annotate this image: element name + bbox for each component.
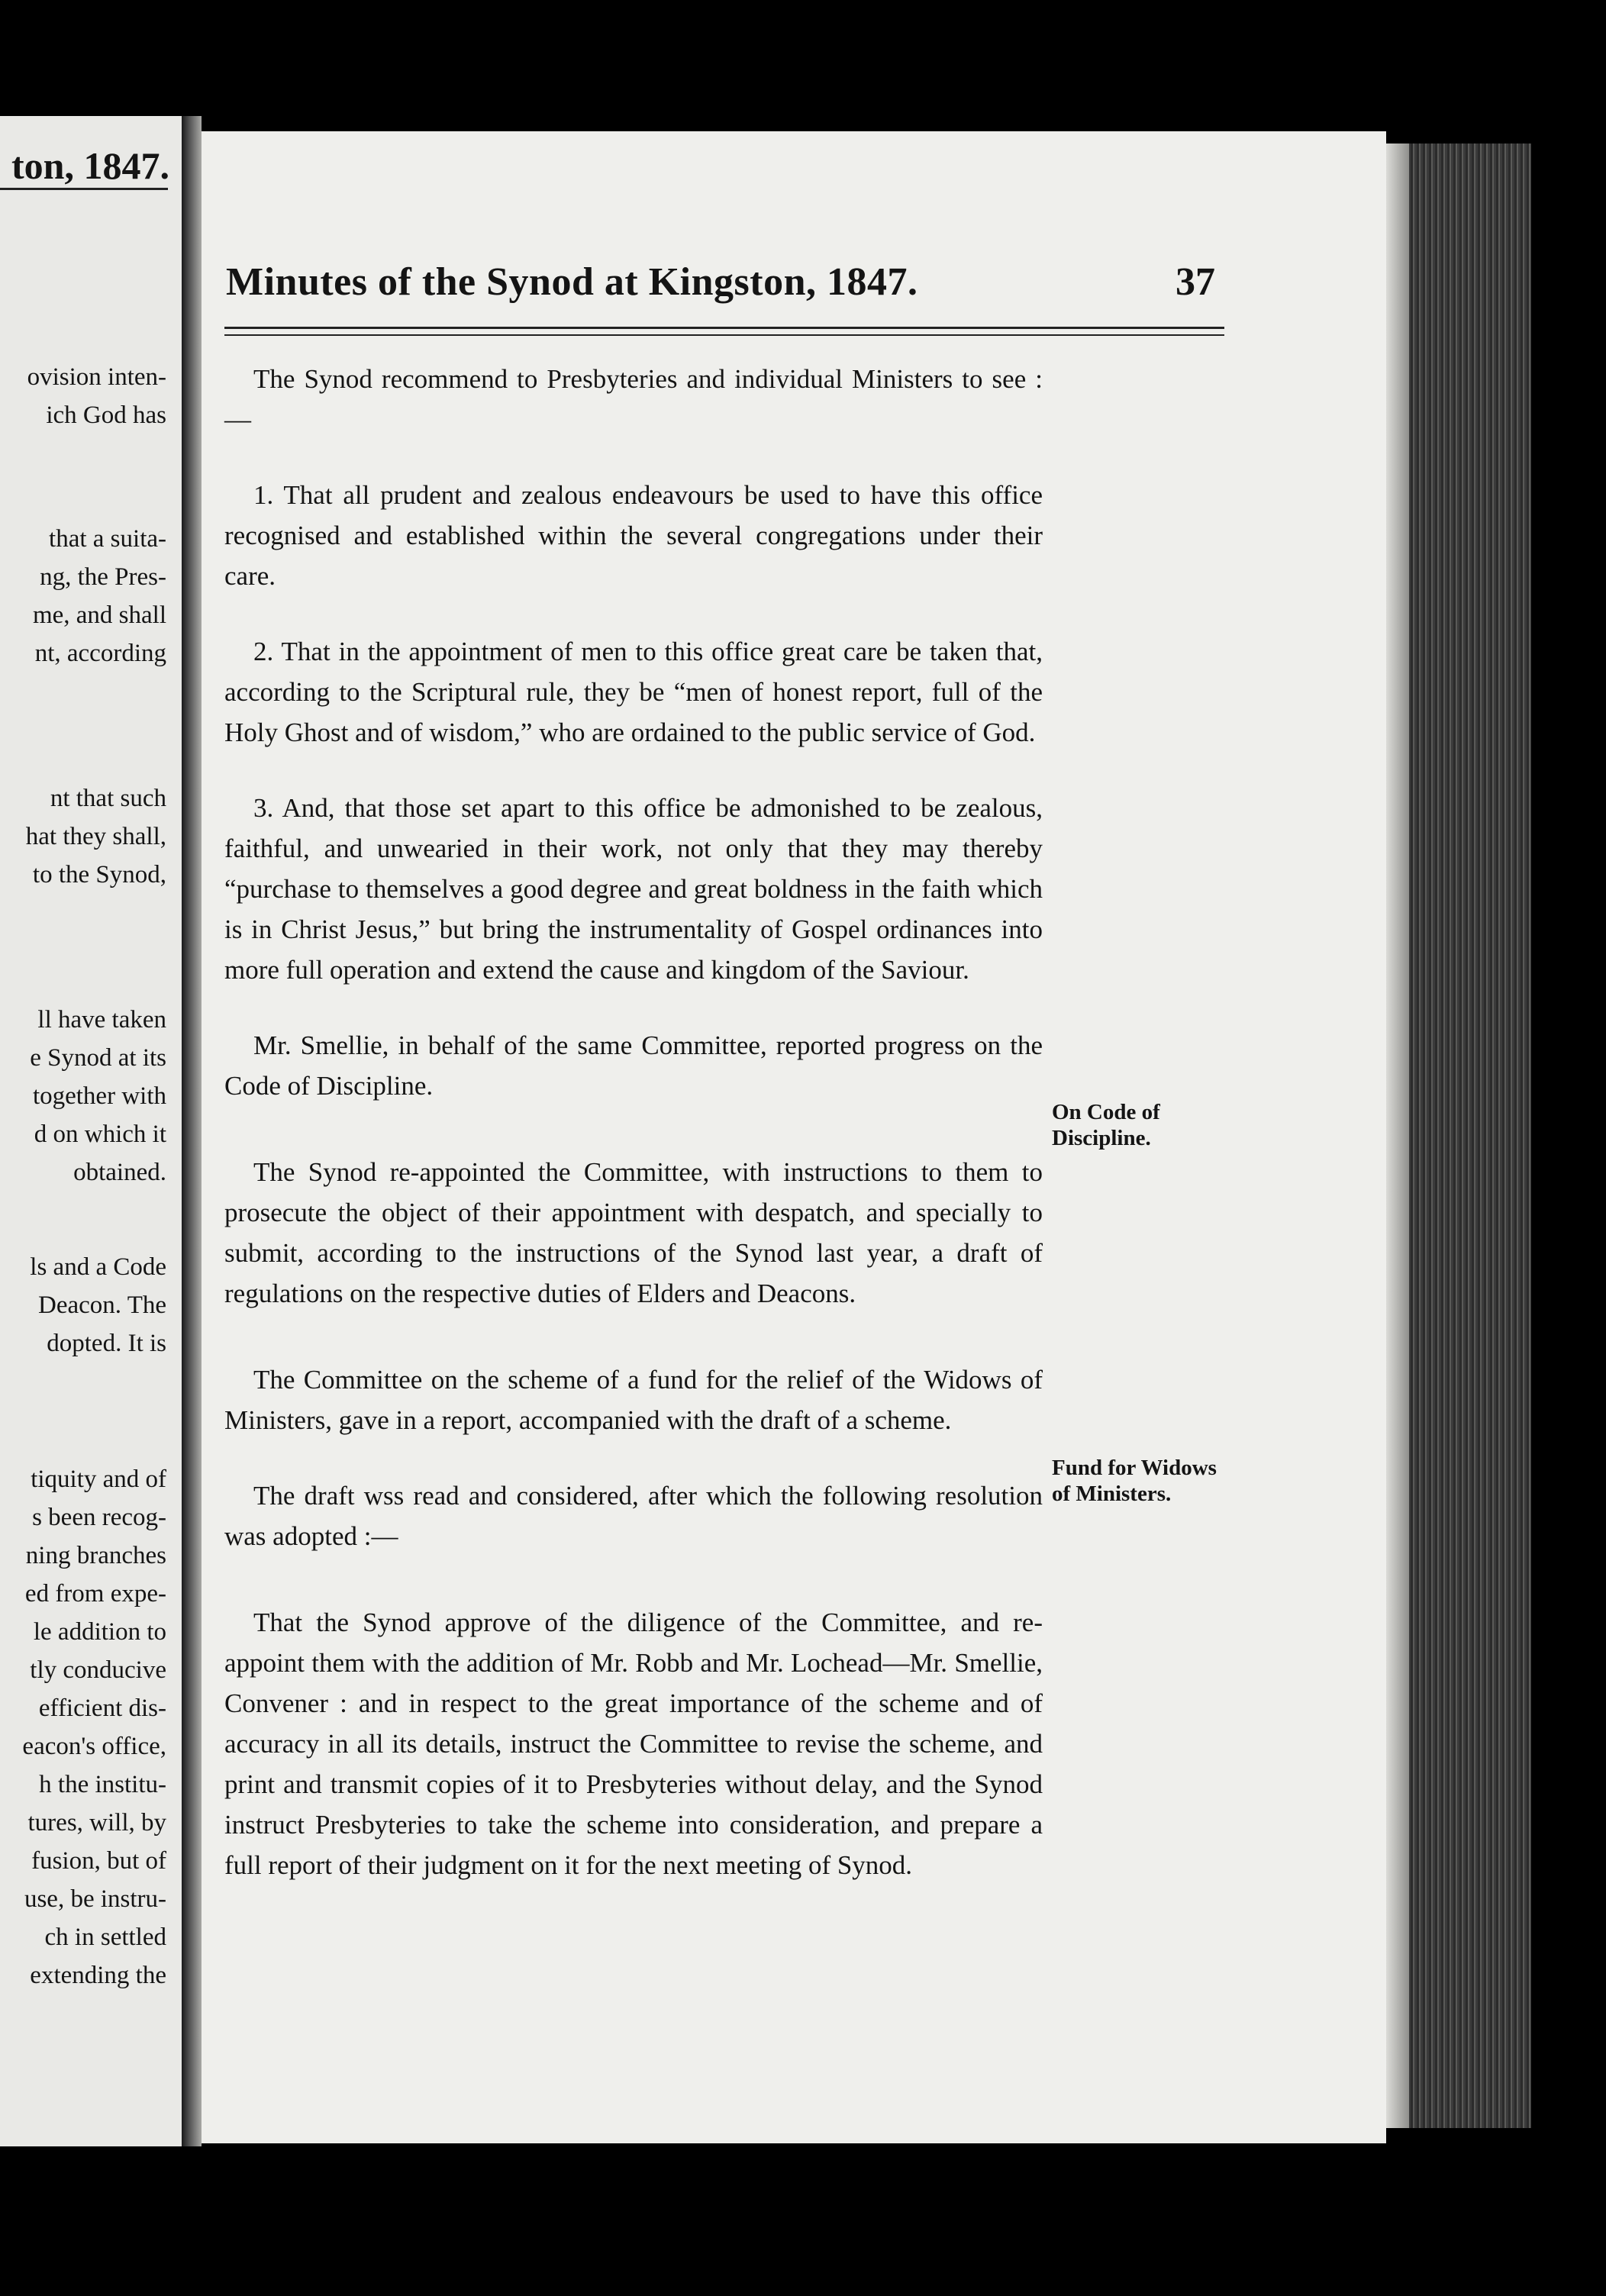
left-page-running-head: ton, 1847.: [11, 144, 169, 187]
left-page-line: tly conducive: [30, 1656, 166, 1684]
left-page-line: ich God has: [46, 401, 166, 429]
left-page-line: fusion, but of: [31, 1847, 166, 1875]
left-page-line: ls and a Code: [30, 1253, 166, 1281]
paragraph-widows-fund: The Committee on the scheme of a fund for the relief of the Widows of Ministers, gave in a report, accompanied with the draft of a scheme.: [224, 1365, 1043, 1435]
margin-note-code-of-discipline: On Code of Discipline.: [1052, 1100, 1160, 1150]
left-page-line: ning branches: [25, 1542, 166, 1569]
left-page-line: obtained.: [73, 1159, 166, 1186]
left-page-line: h the institu-: [39, 1771, 166, 1798]
left-page-line: ed from expe-: [24, 1580, 166, 1608]
left-page-line: tiquity and of: [31, 1466, 166, 1493]
left-page-line: d on which it: [34, 1121, 166, 1148]
page-edge-shadow: [1386, 144, 1409, 2128]
left-page-line: extending the: [30, 1962, 166, 1989]
paragraph-item-2: 2. That in the appointment of men to this office great care be taken that, according to the Scriptural rule, they be “men of honest report, full of the Holy Ghost and of wisdom,” who are ordained to the public service of God.: [224, 637, 1043, 747]
paragraph-item-1: 1. That all prudent and zealous endeavours be used to have this office recognised and established within the several congregations under their care.: [224, 480, 1043, 591]
running-title: Minutes of the Synod at Kingston, 1847.: [226, 260, 918, 304]
left-page-line: s been recog-: [32, 1504, 166, 1531]
header-rule: [224, 327, 1224, 329]
left-page-line: use, be instru-: [24, 1885, 166, 1913]
left-page-line: nt, according: [34, 640, 166, 667]
left-page-rule: [0, 188, 168, 190]
body-text: [224, 359, 1043, 1920]
header-rule-thin: [224, 334, 1224, 336]
paragraph-smellie-report: Mr. Smellie, in behalf of the same Committee, reported progress on the Code of Discipline.: [224, 1030, 1043, 1101]
left-page-line: efficient dis-: [38, 1695, 166, 1722]
left-page-line: hat they shall,: [25, 823, 166, 850]
left-page-line: ng, the Pres-: [40, 563, 166, 591]
left-page-line: ovision inten-: [27, 363, 166, 391]
paragraph-draft-read: The draft wss read and considered, after which the following resolution was adopted :—: [224, 1481, 1043, 1551]
page-number: 37: [1175, 260, 1215, 304]
left-page-line: to the Synod,: [32, 861, 166, 888]
left-page-line: eacon's office,: [22, 1733, 166, 1760]
left-page-line: le addition to: [33, 1618, 166, 1646]
left-page-line: e Synod at its: [30, 1044, 166, 1072]
paragraph-item-3: 3. And, that those set apart to this office be admonished to be zealous, faithful, and unwearied in their work, not only that they may thereby “purchase to themselves a good degree and great boldness in the faith which is in Christ Jesus,” but bring the instrumentality of Gospel ordinances into more full operation and extend the cause and kingdom of the Saviour.: [224, 793, 1043, 985]
left-page-line: that a suita-: [49, 525, 166, 553]
left-page-line: dopted. It is: [47, 1330, 166, 1357]
left-page-line: tures, will, by: [27, 1809, 166, 1836]
left-page-line: together with: [32, 1082, 166, 1110]
left-page-line: nt that such: [50, 785, 166, 812]
left-page-line: me, and shall: [32, 601, 166, 629]
margin-note-widows-fund: Fund for Widows of Ministers.: [1052, 1456, 1217, 1506]
book-gutter: [182, 116, 202, 2146]
left-page-line: ll have taken: [37, 1006, 166, 1034]
paragraph-committee-reappointed: The Synod re-appointed the Committee, with instructions to them to prosecute the object of their appointment with despatch, and specially to submit, according to the instructions of the Synod last year, a draft of regulations on the respective duties of Elders and Deacons.: [224, 1157, 1043, 1308]
paragraph-resolution: That the Synod approve of the diligence of the Committee, and re-appoint them with the addition of Mr. Robb and Mr. Lochead—Mr. Smellie, Convener : and in respect to the great importance of the scheme and of accuracy in all its details, instruct the Committee to revise the scheme, and print and transmit copies of it to Presbyteries without delay, and the Synod instruct Presbyteries to take the scheme into consideration, and prepare a full report of their judgment on it for the next meeting of Synod.: [224, 1608, 1043, 1880]
paragraph-intro: The Synod recommend to Presbyteries and individual Ministers to see :—: [224, 364, 1043, 434]
left-page-line: Deacon. The: [38, 1292, 166, 1319]
left-page-line: ch in settled: [44, 1924, 166, 1951]
